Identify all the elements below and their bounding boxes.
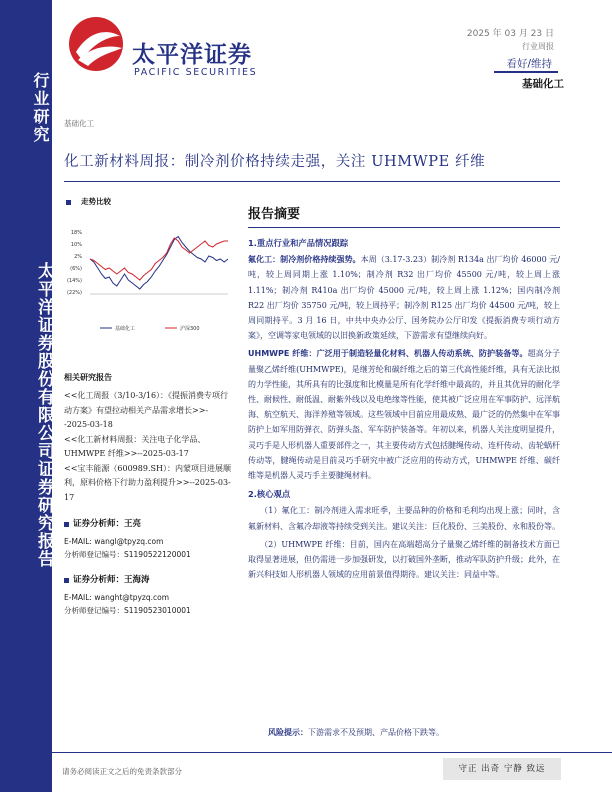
breadcrumb: 基础化工 [64,119,94,128]
paragraph-body: 本周（3.17-3.23）制冷剂 R134a 出厂均价 46000 元/吨，较上周同期上涨 1.10%；制冷剂 R32 出厂均价 45500 元/吨，较上周上涨 1.11%；制冷剂 R410a 出厂均价 45000 元/吨，较上周上涨 1.12%；国内制冷剂 R22 出厂均价 35750 元/吨，较上周持平；制冷剂 R125 出厂均价 44500 元/吨，较上周同期持平。3 月 16 日，中共中央办公厅、国务院办公厅印发《提振消费专项行动方案》，空调等家电领域的以旧换新政策延续，下游需求有望继续向好。 [248,255,560,341]
y-tick-label: 10% [70,242,82,248]
disclaimer-note: 请务必阅读正文之后的免责条款部分 [62,767,182,776]
core-view-item: （1）氟化工：制冷剂进入需求旺季，主要品种的价格和毛利均出现上涨；同时，含氟新材料、含氟冷却液等持续受到关注。建议关注：巨化股份、三美股份、永和股份等。 [248,506,560,531]
rating: 看好/维持 [506,58,552,70]
related-reports-list [64,389,232,505]
paragraph-lead: UHMWPE 纤维：广泛用于制造轻量化材料、机器人传动系统、防护装备等。 [248,349,528,359]
trend-chart-heading [66,196,236,207]
square-bullet-icon [66,200,71,205]
header-divider [494,71,558,73]
analyst-cert: 分析师登记编号：S1190523010001 [64,606,191,615]
y-tick-label: (6%) [70,266,82,272]
footer-divider [52,752,612,753]
brand-name-en: PACIFIC SECURITIES [134,67,258,78]
related-report-item[interactable]: <<化工周报（3/10-3/16）：《提振消费专项行动方案》有望拉动相关产品需求增长>>--2025-03-18 [64,391,229,429]
analyst-card [64,518,232,562]
left-sidebar [0,0,52,792]
trend-chart [60,222,235,357]
analyst-name-row [64,574,232,588]
paragraph-body: 超高分子量聚乙烯纤维(UHMWPE)，是继芳纶和碳纤维之后的第三代高性能纤维，具有无法比拟的力学性能，其所具有的比强度和比模量是所有化学纤维中最高的，并且其优异的耐化学性、耐候性、耐低温、耐紫外线以及电绝缘等性能，使其被广泛应用在军事防护、远洋航海、航空航天、海洋养殖等领域。这些领域中目前应用最成熟、最广泛的仍然集中在军事防护上如军用防弹衣、防弹头盔、军车防护装备等。年初以来，机器人关注度明显提升，灵巧手是人形机器人重要部件之一，其主要传动方式包括腱绳传动、连杆传动、齿轮蜗杆传动等，腱绳传动是目前灵巧手研究中被广泛应用的传动方式，UHMWPE 纤维、碳纤维等是机器人灵巧手主要腱绳材料。 [248,349,560,481]
section-heading: 1.重点行业和产品情况跟踪 [248,238,349,248]
analyst-email[interactable]: E-MAIL: wangl@tpyzq.com [64,536,164,546]
company-report-label: 太平洋证券股份有限公司证券研究报告 [34,262,54,568]
square-bullet-icon [64,578,69,583]
analyst-name: 证券分析师：王海涛 [73,575,150,585]
report-summary-body [248,236,560,585]
risk-label: 风险提示： [268,728,308,737]
risk-text: 下游需求不及预期、产品价格下跌等。 [308,728,444,737]
analyst-name-row [64,518,232,532]
report-date: 2025 年 03 月 23 日 [466,29,554,39]
y-tick-label: (14%) [66,278,82,284]
paragraph-uhmwpe [248,346,560,483]
y-tick-label: (22%) [66,290,82,296]
legend-label: 基础化工 [115,326,136,332]
brand-name-cn: 太平洋证券 [132,42,252,68]
report-category-label: 行业研究 [31,72,50,144]
y-tick-label: 18% [70,230,82,236]
paragraph-lead: 氟化工：制冷剂价格持续强势。 [248,255,361,265]
report-type: 行业周报 [522,42,554,51]
pacific-securities-logo-icon [66,14,126,74]
core-view-item: （2）UHMWPE 纤维：目前，国内在高端超高分子量聚乙烯纤维的制备技术方面已取得显著进展，但仍需进一步加强研发，以打破国外垄断，推动军队防护升级；此外，在新兴科技如人形机器人领域的应用前景值得期待。建议关注：同益中等。 [248,539,560,580]
risk-warning [268,727,444,738]
company-motto: 守正 出奇 宁静 致远 [443,758,561,780]
section-heading: 2.核心观点 [248,489,291,500]
analyst-name: 证券分析师：王亮 [73,519,142,529]
analyst-card [64,574,232,618]
page-title: 化工新材料周报：制冷剂价格持续走强，关注 UHMWPE 纤维 [64,154,486,170]
legend-label: 沪深300 [180,326,200,332]
trend-chart-title: 走势比较 [81,197,111,206]
related-report-item[interactable]: <<化工新材料周报：关注电子化学品、UHMWPE 纤维>>--2025-03-17 [64,434,206,458]
analyst-email[interactable]: E-MAIL: wanght@tpyzq.com [64,592,170,602]
square-bullet-icon [64,522,69,527]
analyst-cert: 分析师登记编号：S1190522120001 [64,550,191,559]
related-reports-heading: 相关研究报告 [64,373,112,382]
title-divider [64,181,560,182]
related-report-item[interactable]: <<宝丰能源（600989.SH）：内蒙项目进展顺利，原料价格下行助力盈利提升>>--2025-03-17 [64,463,231,502]
report-summary-heading: 报告摘要 [248,207,301,222]
paragraph-fluorochem [248,252,560,343]
y-tick-label: 2% [74,254,82,260]
sector-label: 基础化工 [522,78,564,90]
summary-divider [248,227,560,228]
